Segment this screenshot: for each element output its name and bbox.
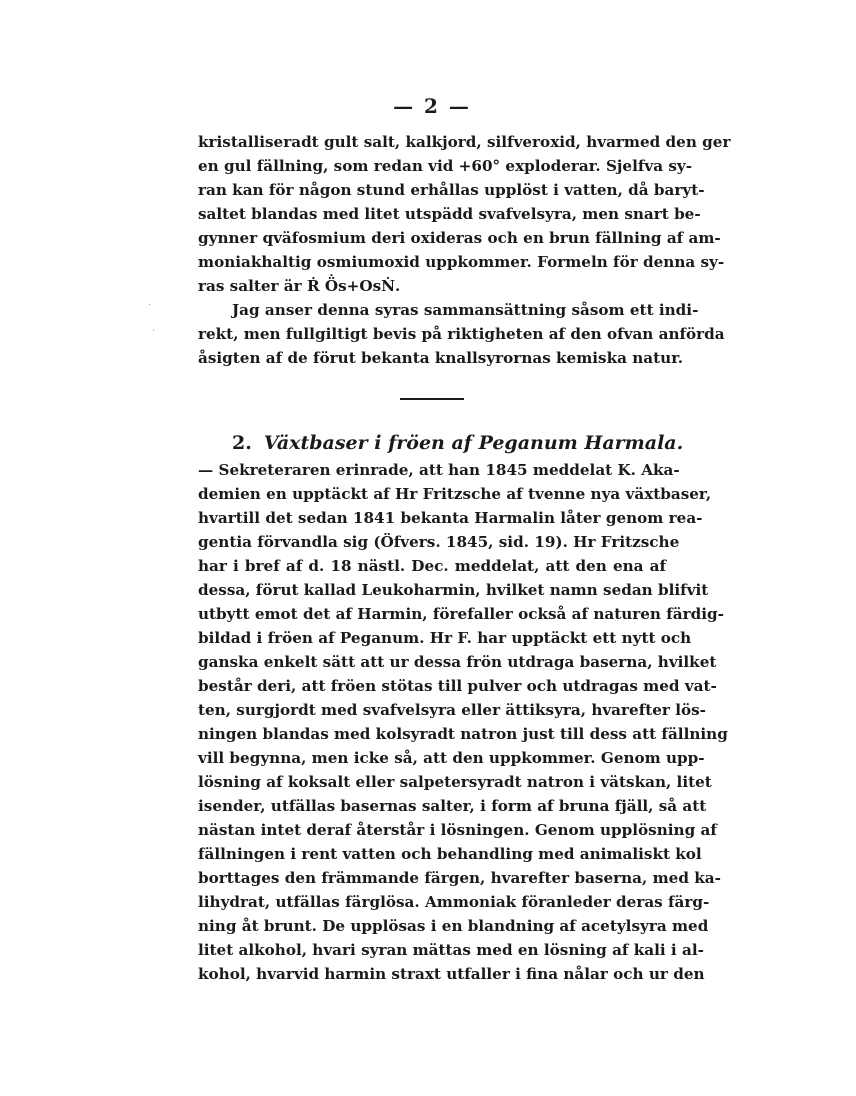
section-divider bbox=[400, 398, 464, 400]
text-line: lihydrat, utfällas färglösa. Ammoniak föranleder deras färg- bbox=[198, 893, 710, 911]
text-line: gynner qväfosmium deri oxideras och en brun fällning af am- bbox=[198, 229, 721, 247]
text-line: består deri, att fröen stötas till pulver och utdragas med vat- bbox=[198, 677, 717, 695]
text-line: ningen blandas med kolsyradt natron just till dess att fällning bbox=[198, 725, 728, 743]
text-line: utbytt emot det af Harmin, förefaller också af naturen färdig- bbox=[198, 605, 724, 623]
text-line: rekt, men fullgiltigt bevis på riktigheten af den ofvan anförda bbox=[198, 325, 725, 343]
section-title: Växtbaser i fröen af Peganum Harmala. bbox=[263, 432, 684, 454]
paragraph-continuation bbox=[198, 130, 731, 298]
page-number: — 2 — bbox=[393, 94, 471, 118]
text-line: ran kan för någon stund erhållas upplöst i vatten, då baryt- bbox=[198, 181, 705, 199]
book-page bbox=[198, 92, 731, 986]
text-line: ning åt brunt. De upplösas i en blandning af acetylsyra med bbox=[198, 917, 709, 935]
text-line: litet alkohol, hvari syran mättas med en lösning af kali i al- bbox=[198, 941, 704, 959]
section-heading bbox=[198, 430, 684, 458]
text-line-formula: ras salter är Ṙ Ö̇s+OsṄ. bbox=[198, 277, 401, 295]
text-line: saltet blandas med litet utspädd svafvelsyra, men snart be- bbox=[198, 205, 701, 223]
text-line: åsigten af de förut bekanta knallsyrornas kemiska natur. bbox=[198, 349, 684, 367]
text-line: ganska enkelt sätt att ur dessa frön utdraga baserna, hvilket bbox=[198, 653, 717, 671]
text-line: fällningen i rent vatten och behandling med animaliskt kol bbox=[198, 845, 702, 863]
text-line: isender, utfällas basernas salter, i form af bruna fjäll, så att bbox=[198, 797, 707, 815]
margin-speck: · bbox=[152, 326, 156, 337]
margin-speck: · bbox=[148, 300, 152, 311]
section-body bbox=[198, 458, 728, 986]
text-line: kohol, hvarvid harmin straxt utfaller i fina nålar och ur den bbox=[198, 965, 705, 983]
text-line: Jag anser denna syras sammansättning såsom ett indi- bbox=[232, 301, 699, 319]
text-line: bildad i fröen af Peganum. Hr F. har upptäckt ett nytt och bbox=[198, 629, 692, 647]
text-line: har i bref af d. 18 nästl. Dec. meddelat, att den ena af bbox=[198, 557, 666, 575]
text-line: gentia förvandla sig (Öfvers. 1845, sid. 19). Hr Fritzsche bbox=[198, 533, 680, 551]
text-line: vill begynna, men icke så, att den uppkommer. Genom upp- bbox=[198, 749, 705, 767]
text-line: ten, surgjordt med svafvelsyra eller ättiksyra, hvarefter lös- bbox=[198, 701, 706, 719]
text-line: moniakhaltig osmiumoxid uppkommer. Formeln för denna sy- bbox=[198, 253, 725, 271]
text-line: demien en upptäckt af Hr Fritzsche af tvenne nya växtbaser, bbox=[198, 485, 712, 503]
text-line: lösning af koksalt eller salpetersyradt natron i vätskan, litet bbox=[198, 773, 712, 791]
text-line: nästan intet deraf återstår i lösningen. Genom upplösning af bbox=[198, 821, 717, 839]
paragraph-conclusion bbox=[198, 298, 725, 370]
section-number: 2. bbox=[232, 432, 252, 454]
text-line: hvartill det sedan 1841 bekanta Harmalin låter genom rea- bbox=[198, 509, 703, 527]
text-line: dessa, förut kallad Leukoharmin, hvilket namn sedan blifvit bbox=[198, 581, 709, 599]
text-line: kristalliseradt gult salt, kalkjord, silfveroxid, hvarmed den ger bbox=[198, 133, 731, 151]
text-line: borttages den främmande färgen, hvarefter baserna, med ka- bbox=[198, 869, 721, 887]
text-line: en gul fällning, som redan vid +60° exploderar. Sjelfva sy- bbox=[198, 157, 693, 175]
text-line: — Sekreteraren erinrade, att han 1845 meddelat K. Aka- bbox=[198, 461, 680, 479]
